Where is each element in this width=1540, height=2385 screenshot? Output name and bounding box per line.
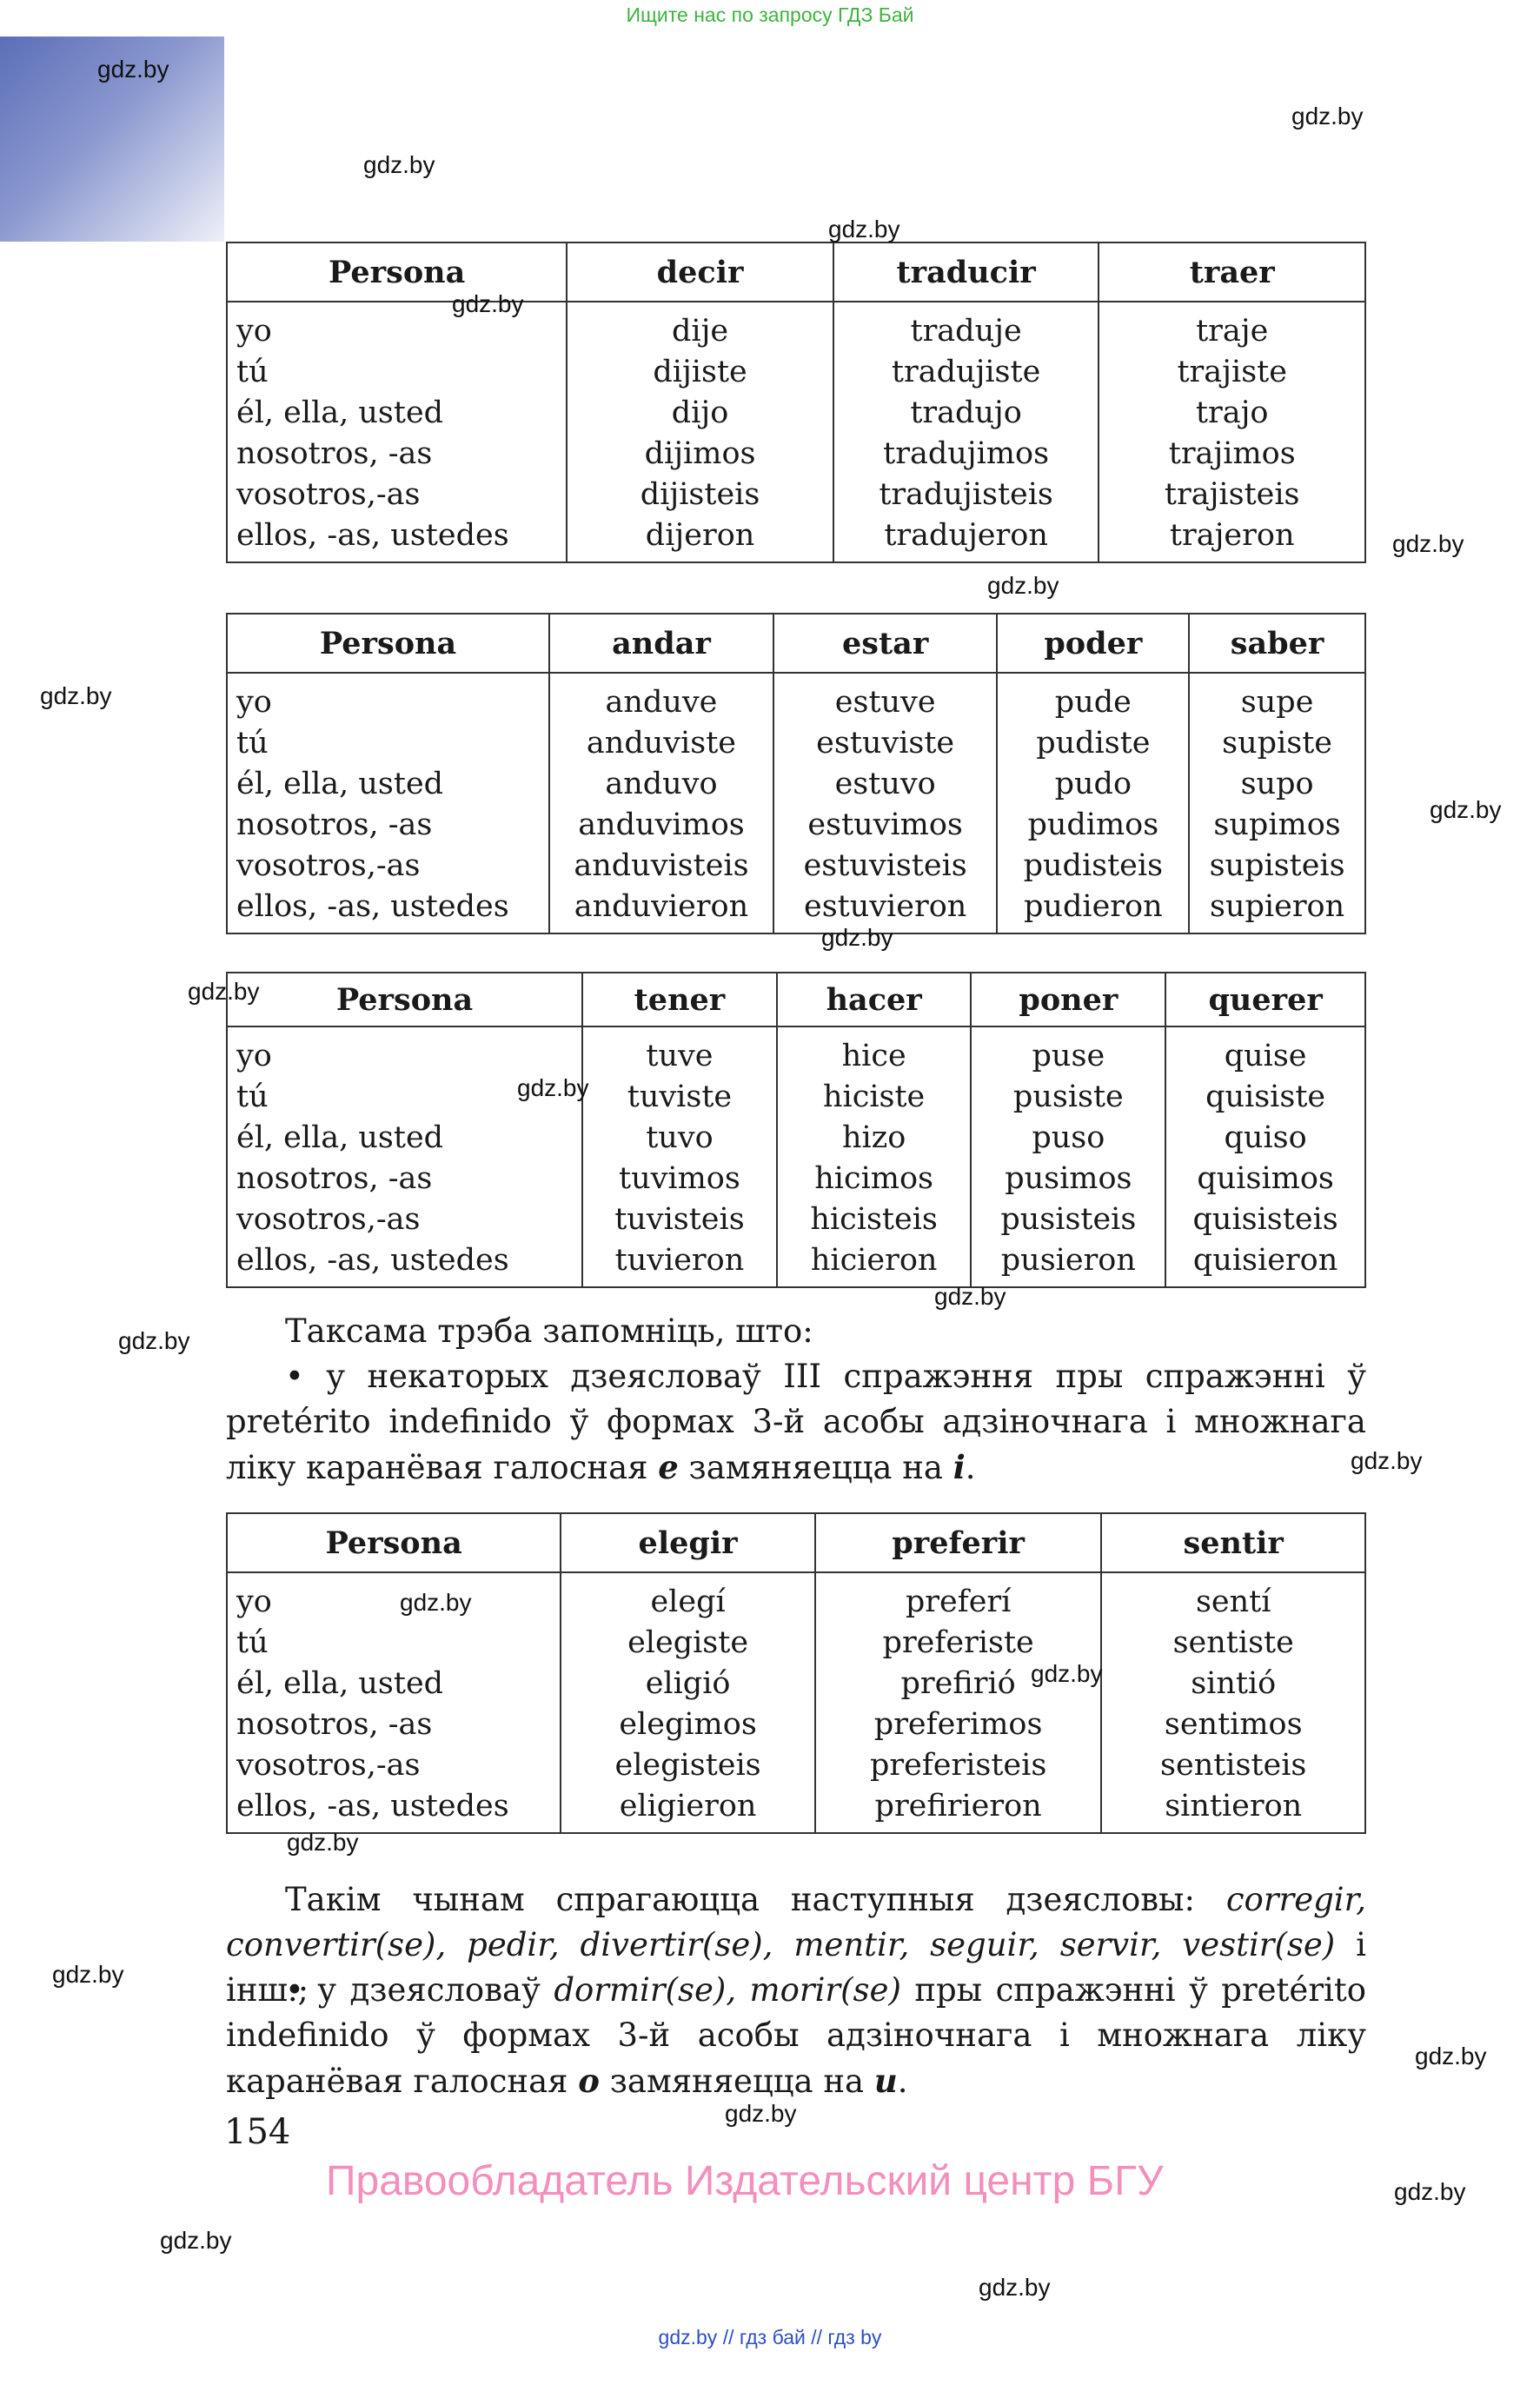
table-row <box>227 475 1365 515</box>
person-cell: ellos, -as, ustedes <box>227 1786 561 1833</box>
verb-cell: anduvimos <box>549 805 773 846</box>
paragraph-text: • у дзеясловаў <box>285 1971 554 2009</box>
verb-cell: estuvimos <box>773 805 998 846</box>
table-row <box>227 723 1365 764</box>
person-cell: tú <box>227 723 549 764</box>
vowel-i: i <box>953 1448 966 1486</box>
verb-cell: hice <box>777 1026 972 1077</box>
paragraph-text: . <box>897 2063 908 2100</box>
verb-cell: pusiste <box>971 1077 1165 1118</box>
verb-cell: tradujisteis <box>833 475 1099 515</box>
verb-cell: prefirió <box>815 1664 1102 1704</box>
paragraph-text: замяняецца на <box>678 1449 953 1486</box>
verb-cell: quisieron <box>1165 1240 1365 1287</box>
verb-cell: dije <box>567 302 833 352</box>
watermark: gdz.by <box>118 1327 190 1354</box>
header-cell: Persona <box>227 614 549 673</box>
copyright-notice: Правообладатель Издательский центр БГУ <box>326 2158 1164 2204</box>
verb-cell: quise <box>1165 1026 1365 1077</box>
person-cell: vosotros,-as <box>227 1745 561 1786</box>
conjugation-table-tener <box>226 972 1366 1288</box>
verb-cell: estuviste <box>773 723 998 764</box>
person-cell: vosotros,-as <box>227 1199 582 1240</box>
watermark: gdz.by <box>52 1961 124 1988</box>
person-cell: yo <box>227 1026 582 1077</box>
table-row <box>227 1026 1365 1077</box>
verb-cell: tuviste <box>582 1077 777 1118</box>
header-cell: decir <box>567 242 833 302</box>
header-cell: traducir <box>833 242 1099 302</box>
verb-cell: anduvieron <box>549 887 773 933</box>
verb-cell: pudo <box>997 764 1189 805</box>
verb-cell: supieron <box>1189 887 1365 933</box>
verb-cell: sentimos <box>1101 1704 1365 1745</box>
person-cell: nosotros, -as <box>227 1704 561 1745</box>
person-cell: nosotros, -as <box>227 805 549 846</box>
verb-cell: tuvisteis <box>582 1199 777 1240</box>
person-cell: ellos, -as, ustedes <box>227 887 549 933</box>
table-row <box>227 1745 1365 1786</box>
watermark: gdz.by <box>1351 1447 1423 1474</box>
person-cell: tú <box>227 1623 561 1664</box>
person-cell: yo <box>227 673 549 723</box>
verb-cell: hicimos <box>777 1159 972 1199</box>
table-row <box>227 1159 1365 1199</box>
table-row <box>227 1664 1365 1704</box>
paragraph-text: Такім чынам спрагаюцца наступныя дзеясловы: <box>285 1881 1226 1918</box>
verb-cell: tradujiste <box>833 352 1099 393</box>
table-row <box>227 887 1365 933</box>
table-row <box>227 673 1365 723</box>
verb-cell: supisteis <box>1189 846 1365 887</box>
person-cell: vosotros,-as <box>227 475 567 515</box>
vowel-o: o <box>578 2062 600 2100</box>
verb-cell: elegimos <box>561 1704 815 1745</box>
verb-cell: quiso <box>1165 1118 1365 1159</box>
conjugation-table-decir <box>226 242 1366 563</box>
table-row <box>227 393 1365 434</box>
verb-cell: prefirieron <box>815 1786 1102 1833</box>
verb-cell: preferimos <box>815 1704 1102 1745</box>
verb-cell: elegí <box>561 1572 815 1623</box>
conjugation-table-andar <box>226 613 1366 934</box>
person-cell: él, ella, usted <box>227 1664 561 1704</box>
header-cell: estar <box>773 614 998 673</box>
watermark: gdz.by <box>934 1283 1006 1310</box>
table-row <box>227 805 1365 846</box>
table-header-row <box>227 242 1365 302</box>
verb-list: corregir, convertir(se), pedir, divertir(se), mentir, seguir, servir, vestir(se) <box>226 1881 1366 1963</box>
bottom-links: gdz.by // гдз бай // гдз by <box>658 2326 882 2348</box>
verb-cell: puse <box>971 1026 1165 1077</box>
verb-cell: hicisteis <box>777 1199 972 1240</box>
watermark: gdz.by <box>1291 103 1364 130</box>
person-cell: nosotros, -as <box>227 434 567 475</box>
watermark: gdz.by <box>1394 2178 1466 2205</box>
table-row <box>227 846 1365 887</box>
table-row <box>227 1199 1365 1240</box>
verb-cell: hicieron <box>777 1240 972 1287</box>
table-row <box>227 1704 1365 1745</box>
verb-cell: preferisteis <box>815 1745 1102 1786</box>
watermark: gdz.by <box>987 572 1059 599</box>
verb-cell: elegiste <box>561 1623 815 1664</box>
verb-cell: sintió <box>1101 1664 1365 1704</box>
verb-cell: estuve <box>773 673 998 723</box>
header-cell: hacer <box>777 973 972 1026</box>
header-cell: andar <box>549 614 773 673</box>
watermark: gdz.by <box>725 2100 797 2127</box>
verb-cell: pudimos <box>997 805 1189 846</box>
person-cell: tú <box>227 1077 582 1118</box>
watermark: gdz.by <box>1430 796 1502 823</box>
paragraph-text: замяняецца на <box>599 2063 874 2100</box>
header-cell: Persona <box>227 973 582 1026</box>
verb-cell: anduve <box>549 673 773 723</box>
watermark: gdz.by <box>97 56 169 83</box>
verb-cell: estuvo <box>773 764 998 805</box>
header-cell: poder <box>997 614 1189 673</box>
table-row <box>227 1118 1365 1159</box>
table-row <box>227 1572 1365 1623</box>
table-row <box>227 1786 1365 1833</box>
verb-cell: trajo <box>1099 393 1365 434</box>
verb-list: dormir(se), morir(se) <box>554 1971 901 2009</box>
watermark: gdz.by <box>1031 1660 1103 1687</box>
verb-cell: supe <box>1189 673 1365 723</box>
person-cell: nosotros, -as <box>227 1159 582 1199</box>
top-banner: Ищите нас по запросу ГДЗ Бай <box>626 3 914 26</box>
paragraph-text: пры спражэнні ў pretérito indefinido ў формах 3-й асобы адзіночнага і множнага ліку каранёвая галосная <box>226 1971 1366 2100</box>
verb-cell: quisiste <box>1165 1077 1365 1118</box>
table-row <box>227 1077 1365 1118</box>
verb-cell: anduvo <box>549 764 773 805</box>
person-cell: tú <box>227 352 567 393</box>
person-cell: él, ella, usted <box>227 1118 582 1159</box>
table-row <box>227 352 1365 393</box>
verb-cell: sentiste <box>1101 1623 1365 1664</box>
verb-cell: supiste <box>1189 723 1365 764</box>
verb-cell: pudiste <box>997 723 1189 764</box>
page-number: 154 <box>224 2112 291 2152</box>
person-cell: ellos, -as, ustedes <box>227 1240 582 1287</box>
watermark: gdz.by <box>821 924 893 951</box>
verb-cell: sentisteis <box>1101 1745 1365 1786</box>
person-cell: ellos, -as, ustedes <box>227 515 567 562</box>
verb-cell: dijeron <box>567 515 833 562</box>
verb-cell: dijimos <box>567 434 833 475</box>
header-cell: tener <box>582 973 777 1026</box>
verb-cell: eligieron <box>561 1786 815 1833</box>
verb-cell: pude <box>997 673 1189 723</box>
table-row <box>227 764 1365 805</box>
paragraph-text: Таксама трэба запомніць, што: <box>285 1312 813 1350</box>
watermark: gdz.by <box>1415 2043 1487 2069</box>
vowel-u: u <box>873 2062 898 2100</box>
watermark: gdz.by <box>1392 530 1464 557</box>
paragraph-rule-o-u <box>226 1968 1366 2104</box>
verb-cell: anduvisteis <box>549 846 773 887</box>
verb-cell: traduje <box>833 302 1099 352</box>
verb-cell: pusimos <box>971 1159 1165 1199</box>
header-cell: sentir <box>1101 1513 1365 1572</box>
table-row <box>227 434 1365 475</box>
verb-cell: trajiste <box>1099 352 1365 393</box>
header-cell: Persona <box>227 242 567 302</box>
verb-cell: hizo <box>777 1118 972 1159</box>
header-cell: preferir <box>815 1513 1102 1572</box>
header-cell: traer <box>1099 242 1365 302</box>
watermark: gdz.by <box>400 1589 472 1616</box>
table-row <box>227 302 1365 352</box>
verb-cell: sentí <box>1101 1572 1365 1623</box>
person-cell: él, ella, usted <box>227 764 549 805</box>
verb-cell: quisimos <box>1165 1159 1365 1199</box>
verb-cell: quisisteis <box>1165 1199 1365 1240</box>
watermark: gdz.by <box>160 2227 232 2254</box>
watermark: gdz.by <box>287 1829 359 1856</box>
verb-cell: tradujo <box>833 393 1099 434</box>
watermark: gdz.by <box>452 290 524 317</box>
verb-cell: supo <box>1189 764 1365 805</box>
verb-cell: pudieron <box>997 887 1189 933</box>
table-row <box>227 1623 1365 1664</box>
paragraph-intro <box>226 1309 1366 1354</box>
verb-cell: anduviste <box>549 723 773 764</box>
verb-cell: sintieron <box>1101 1786 1365 1833</box>
person-cell: vosotros,-as <box>227 846 549 887</box>
person-cell: yo <box>227 1572 561 1623</box>
verb-cell: dijo <box>567 393 833 434</box>
table-row <box>227 515 1365 562</box>
paragraph-text: • у некаторых дзеясловаў III спражэння пры спражэнні ў pretérito indefinido ў формах 3-й асобы адзіночнага і множнага ліку каранёвая галосная <box>226 1358 1366 1486</box>
header-cell: elegir <box>561 1513 815 1572</box>
paragraph-text: і інш.; <box>226 1926 1366 2009</box>
watermark: gdz.by <box>517 1074 589 1101</box>
verb-cell: estuvieron <box>773 887 998 933</box>
table-header-row <box>227 1513 1365 1572</box>
watermark: gdz.by <box>828 216 900 242</box>
watermark: gdz.by <box>363 151 435 178</box>
verb-cell: dijisteis <box>567 475 833 515</box>
verb-cell: trajisteis <box>1099 475 1365 515</box>
person-cell: él, ella, usted <box>227 393 567 434</box>
verb-cell: tradujeron <box>833 515 1099 562</box>
verb-cell: tuvieron <box>582 1240 777 1287</box>
verb-cell: preferí <box>815 1572 1102 1623</box>
table-header-row <box>227 614 1365 673</box>
watermark: gdz.by <box>40 682 112 709</box>
verb-cell: supimos <box>1189 805 1365 846</box>
verb-cell: tuve <box>582 1026 777 1077</box>
verb-cell: trajeron <box>1099 515 1365 562</box>
header-cell: poner <box>971 973 1165 1026</box>
table-row <box>227 1240 1365 1287</box>
watermark: gdz.by <box>979 2274 1051 2301</box>
verb-cell: estuvisteis <box>773 846 998 887</box>
paragraph-rule-e-i <box>226 1354 1366 1491</box>
verb-cell: pudisteis <box>997 846 1189 887</box>
paragraph-text: . <box>965 1449 976 1486</box>
person-cell: yo <box>227 302 567 352</box>
verb-cell: pusieron <box>971 1240 1165 1287</box>
conjugation-table-elegir <box>226 1512 1366 1834</box>
verb-cell: dijiste <box>567 352 833 393</box>
verb-cell: pusisteis <box>971 1199 1165 1240</box>
verb-cell: tuvimos <box>582 1159 777 1199</box>
verb-cell: elegisteis <box>561 1745 815 1786</box>
verb-cell: puso <box>971 1118 1165 1159</box>
header-cell: querer <box>1165 973 1365 1026</box>
verb-cell: preferiste <box>815 1623 1102 1664</box>
table-header-row <box>227 973 1365 1026</box>
verb-cell: eligió <box>561 1664 815 1704</box>
verb-cell: trajimos <box>1099 434 1365 475</box>
header-cell: Persona <box>227 1513 561 1572</box>
watermark: gdz.by <box>188 978 260 1005</box>
verb-cell: tuvo <box>582 1118 777 1159</box>
header-cell: saber <box>1189 614 1365 673</box>
vowel-e: e <box>658 1448 679 1486</box>
verb-cell: tradujimos <box>833 434 1099 475</box>
verb-cell: traje <box>1099 302 1365 352</box>
verb-cell: hiciste <box>777 1077 972 1118</box>
